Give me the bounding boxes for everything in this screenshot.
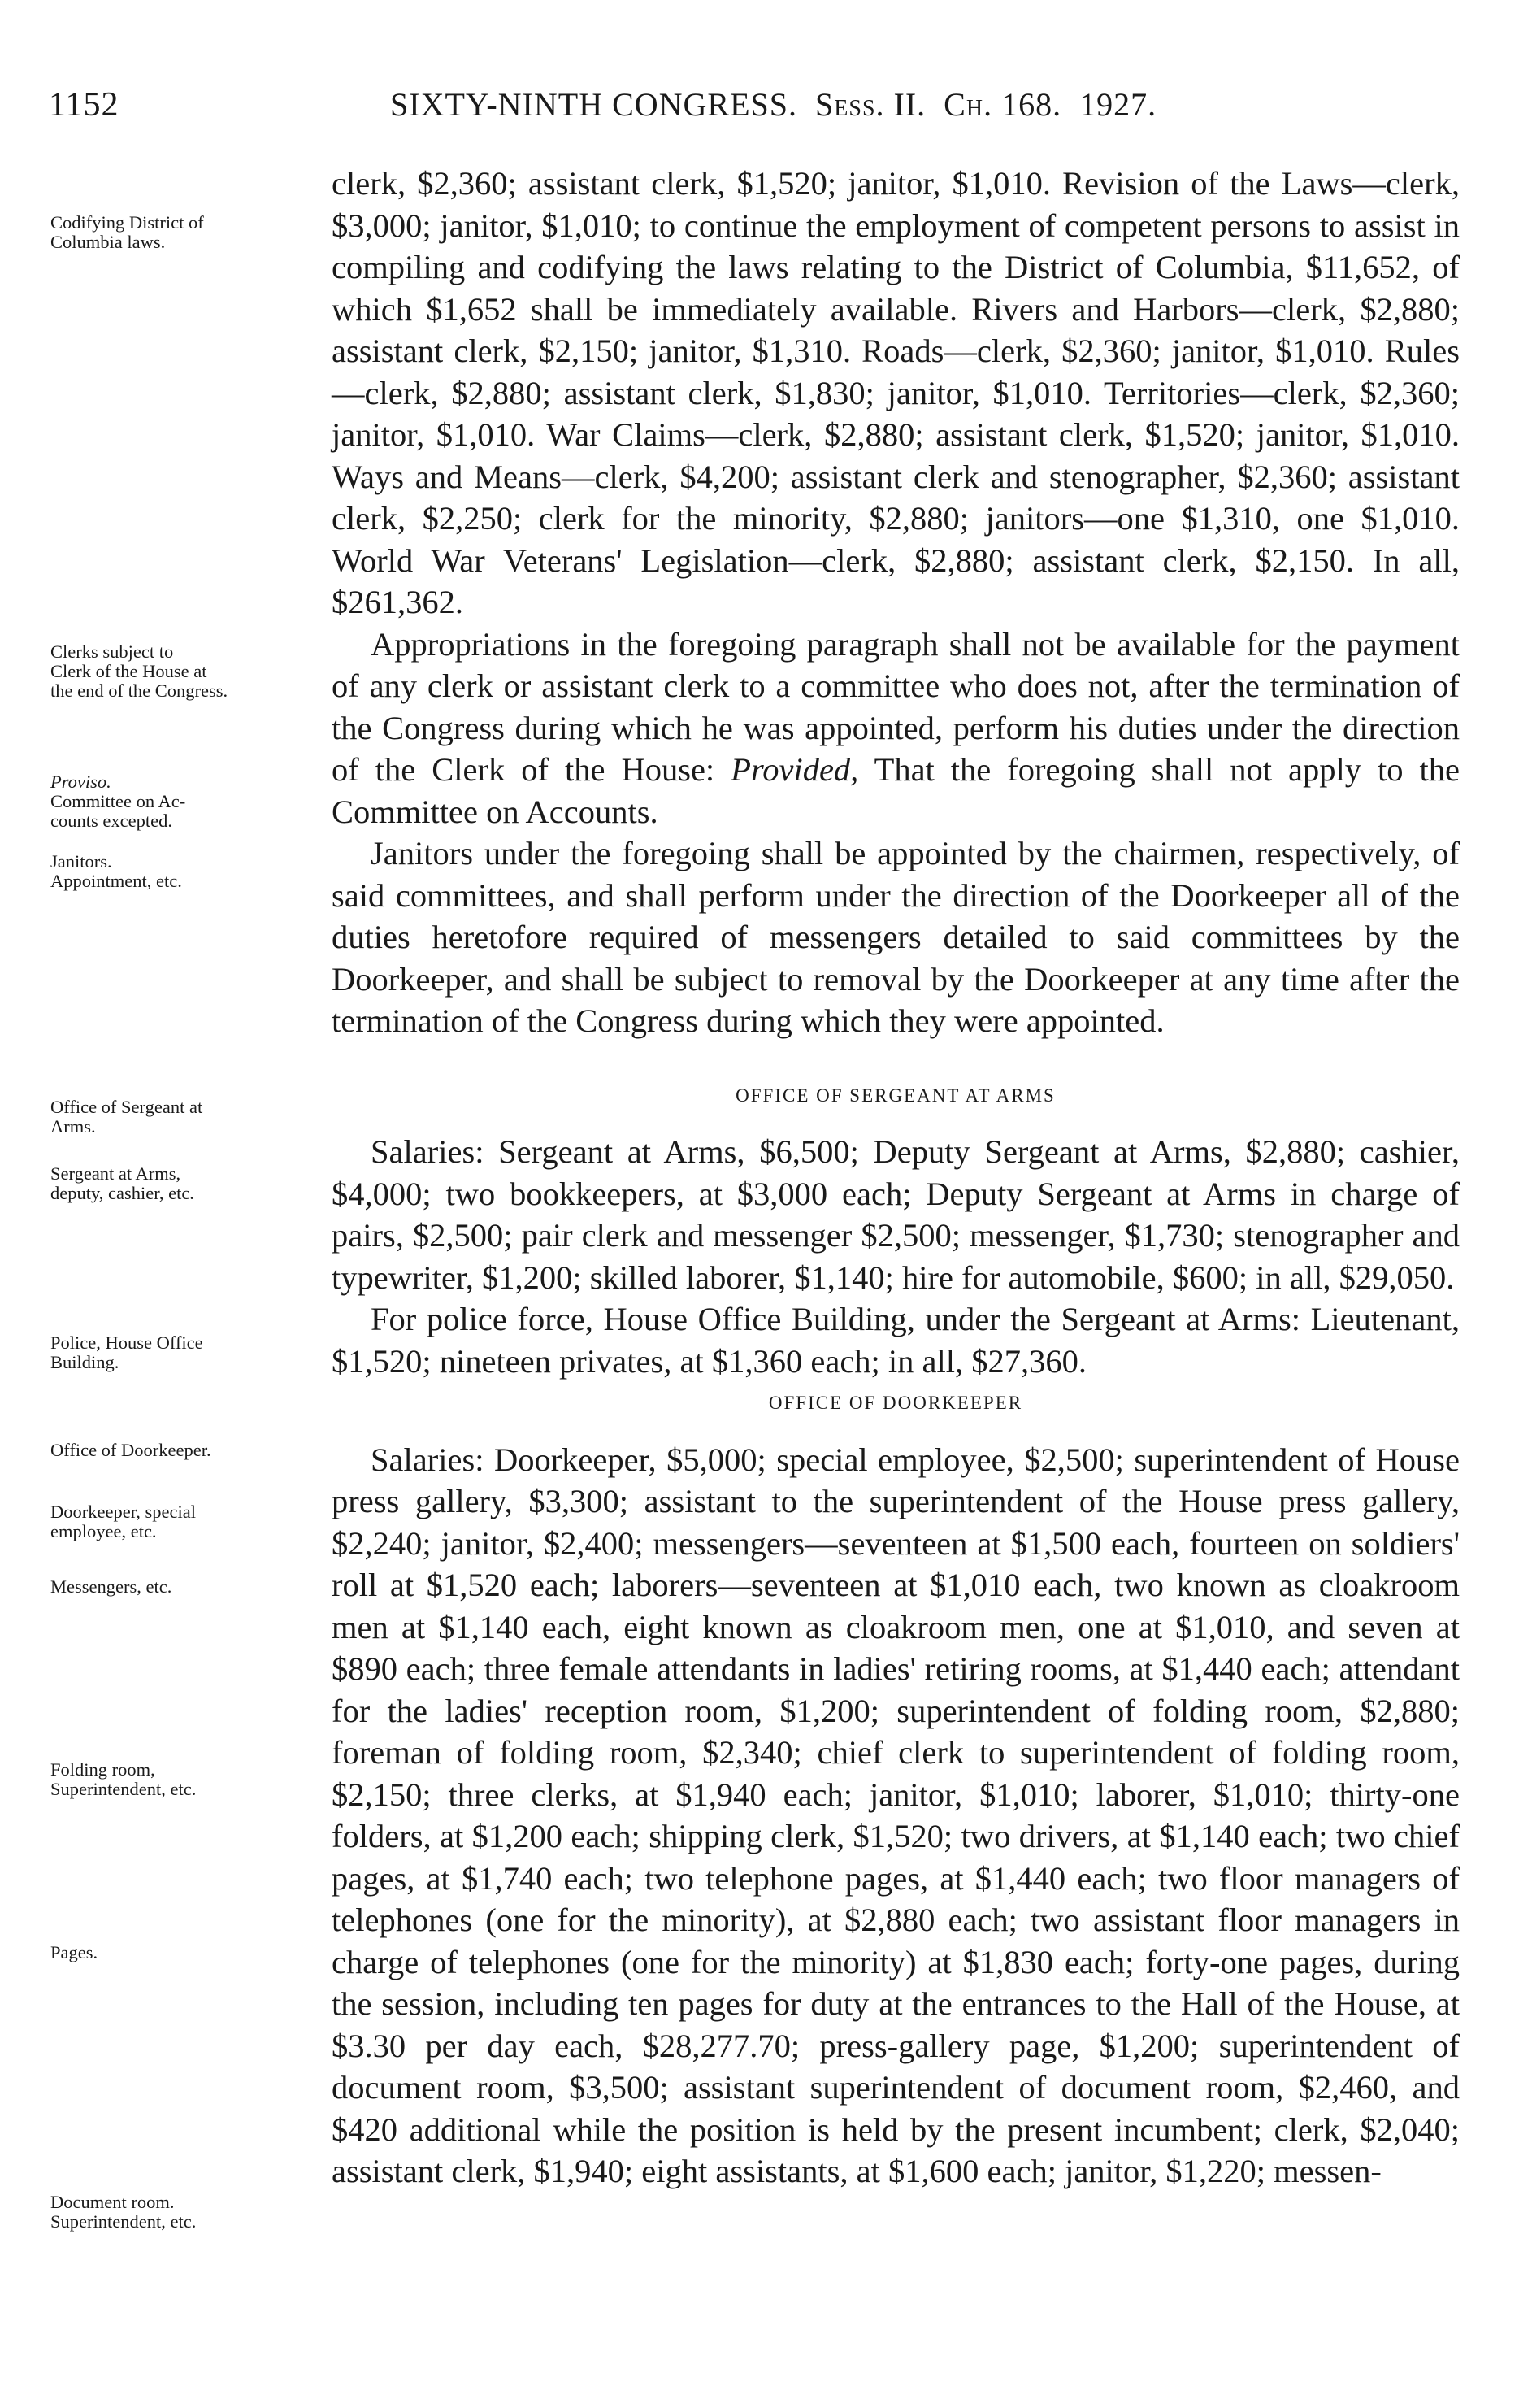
margin-note [50, 1333, 327, 1372]
margin-note-line: Arms. [50, 1116, 96, 1137]
running-title [390, 85, 1157, 124]
margin-note-line: Police, House Office [50, 1332, 203, 1353]
margin-note-line: Clerk of the House at [50, 661, 207, 681]
margin-note-line: Codifying District of [50, 212, 204, 233]
margin-note [50, 1164, 327, 1203]
margin-note-line: Superintendent, etc. [50, 1779, 197, 1799]
body-text [332, 163, 1460, 2193]
margin-note [50, 1441, 327, 1460]
margin-note [50, 213, 327, 252]
margin-note-line: Sergeant at Arms, [50, 1163, 181, 1184]
paragraph-clerks-subject [332, 624, 1460, 833]
margin-note [50, 1502, 327, 1541]
margin-note [50, 2193, 327, 2232]
year-label: 1927. [1079, 86, 1157, 123]
margin-note [50, 1760, 327, 1799]
spacer [332, 1042, 1460, 1075]
paragraph-police-force: For police force, House Office Building, under the Sergeant at Arms: Lieutenant, $1,520; nineteen privates, at $1,360 each; in all, $27,360. [332, 1301, 1460, 1380]
paragraph-sergeant-salaries: Salaries: Sergeant at Arms, $6,500; Deputy Sergeant at Arms, $2,880; cashier, $4,000; two bookkeepers, at $3,000 each; Deputy Sergeant at Arms in charge of pairs, $2,500; pair clerk and messenger $2,500; messenger, $1,730; stenographer and typewriter, $1,200; skilled laborer, $1,140; hire for automobile, $600; in all, $29,050. [332, 1133, 1460, 1296]
margin-note-line: Proviso. [50, 772, 111, 792]
margin-note-line: Document room. [50, 2192, 175, 2212]
proviso-term: Provided, [731, 751, 859, 788]
margin-note [50, 1577, 327, 1597]
margin-note-line: Folding room, [50, 1759, 155, 1780]
margin-note-line: Superintendent, etc. [50, 2211, 197, 2232]
margin-note-line: Columbia laws. [50, 232, 166, 252]
paragraph-janitors: Janitors under the foregoing shall be appointed by the chairmen, respectively, of said committees, and shall perform under the direction of the Doorkeeper all of the duties heretofore required of messengers detailed to said committees by the Doorkeeper, and shall be subject to removal by the Doorkeeper at any time after the termination of the Congress during which they were appointed. [332, 835, 1460, 1039]
margin-note-line: Pages. [50, 1942, 98, 1962]
margin-note [50, 1098, 327, 1137]
margin-note-line: Janitors. [50, 851, 112, 871]
margin-note-line: Messengers, etc. [50, 1576, 172, 1597]
margin-note-line: the end of the Congress. [50, 680, 228, 701]
chapter-label: Ch. 168. [944, 86, 1062, 123]
margin-note-line: counts excepted. [50, 811, 172, 831]
margin-note-line: deputy, cashier, etc. [50, 1183, 194, 1203]
margin-note-line: Doorkeeper, special [50, 1502, 197, 1522]
page-number: 1152 [49, 86, 119, 124]
margin-note-line: Appointment, etc. [50, 871, 182, 891]
margin-note-line: Office of Sergeant at [50, 1097, 203, 1117]
margin-note-line: Committee on Ac- [50, 791, 186, 811]
margin-note [50, 772, 327, 831]
paragraph-text: That the foregoing shall not apply to the Committee on Accounts. [332, 751, 1460, 830]
section-heading-sergeant-at-arms: OFFICE OF SERGEANT AT ARMS [736, 1084, 1056, 1106]
congress-title: SIXTY-NINTH CONGRESS. [390, 86, 798, 123]
paragraph-doorkeeper-salaries: Salaries: Doorkeeper, $5,000; special employee, $2,500; superintendent of House press gallery, $3,300; assistant to the superintendent of the House press gallery, $2,240; janitor, $2,400; messengers—seventeen at $1,500 each, fourteen on soldiers' roll at $1,520 each; laborers—seventeen at $1,010 each, two known as cloakroom men at $1,140 each, eight known as cloakroom men, one at $1,010, and seven at $890 each; three female attendants in ladies' retiring rooms, at $1,440 each; attendant for the ladies' reception room, $1,200; superintendent of folding room, $2,880; foreman of folding room, $2,340; chief clerk to superintendent of folding room, $2,150; three clerks, at $1,940 each; janitor, $1,010; laborer, $1,010; thirty-one folders, at $1,200 each; shipping clerk, $1,520; two drivers, at $1,140 each; two chief pages, at $1,740 each; two telephone pages, at $1,440 each; two floor managers of telephones (one for the minority), at $2,880 each; two assistant floor managers in charge of telephones (one for the minority) at $1,830 each; forty-one pages, during the session, including ten pages for duty at the entrances to the Hall of the House, at $3.30 per day each, $28,277.70; press-gallery page, $1,200; superintendent of document room, $3,500; assistant superintendent of document room, $2,460, and $420 additional while the position is held by the present incumbent; clerk, $2,040; assistant clerk, $1,940; eight assistants, at $1,600 each; janitor, $1,220; messen- [332, 1441, 1460, 2189]
margin-note [50, 1943, 327, 1962]
paragraph-committee-clerks: clerk, $2,360; assistant clerk, $1,520; janitor, $1,010. Revision of the Laws—clerk, $3,000; janitor, $1,010; to continue the employment of competent persons to assist in compiling and codifying the laws relating to the District of Columbia, $11,652, of which $1,652 shall be immediately available. Rivers and Harbors—clerk, $2,880; assistant clerk, $2,150; janitor, $1,310. Roads—clerk, $2,360; janitor, $1,010. Rules—clerk, $2,880; assistant clerk, $1,830; janitor, $1,010. Territories—clerk, $2,360; janitor, $1,010. War Claims—clerk, $2,880; assistant clerk, $1,520; janitor, $1,010. Ways and Means—clerk, $4,200; assistant clerk and stenographer, $2,360; assistant clerk, $2,250; clerk for the minority, $2,880; janitors—one $1,310, one $1,010. World War Veterans' Legislation—clerk, $2,880; assistant clerk, $2,150. In all, $261,362. [332, 165, 1460, 620]
margin-note [50, 852, 327, 891]
section-heading-doorkeeper: OFFICE OF DOORKEEPER [768, 1393, 1023, 1413]
paragraph-text: Appropriations in the foregoing paragraph shall not be available for the payment of any clerk or assistant clerk to a committee who does not, after the termination of the Congress during which he was appointed, perform his duties under the direction of the Clerk of the House: [332, 625, 1460, 788]
margin-note [50, 642, 327, 701]
margin-note-line: Office of Doorkeeper. [50, 1440, 211, 1460]
margin-note-line: Building. [50, 1352, 119, 1372]
session-label: Sess. II. [815, 86, 927, 123]
margin-note-line: employee, etc. [50, 1521, 157, 1541]
margin-note-line: Clerks subject to [50, 641, 174, 662]
page-header [49, 85, 1455, 134]
